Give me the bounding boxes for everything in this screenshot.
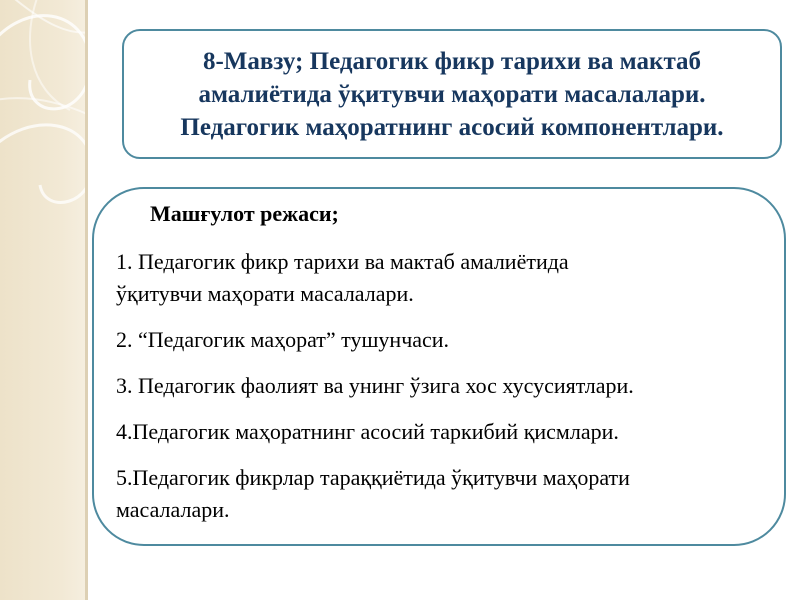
slide-title bbox=[180, 45, 723, 144]
plan-item bbox=[116, 324, 766, 356]
plan-item-line: 1. Педагогик фикр тарихи ва мактаб амалиётида bbox=[116, 249, 569, 274]
plan-item-line: ўқитувчи маҳорати масалалари. bbox=[116, 281, 414, 306]
plan-item bbox=[116, 462, 766, 526]
plan-item bbox=[116, 246, 766, 310]
plan-list bbox=[116, 246, 766, 540]
plan-item-line: 4.Педагогик маҳоратнинг асосий таркибий қисмлари. bbox=[116, 419, 619, 444]
plan-item-line: 5.Педагогик фикрлар тараққиётида ўқитувчи маҳорати bbox=[116, 465, 630, 490]
title-line: 8-Мавзу; Педагогик фикр тарихи ва мактаб bbox=[202, 47, 702, 75]
title-box bbox=[122, 29, 782, 159]
plan-item-line: масалалари. bbox=[116, 497, 230, 522]
title-line: Педагогик маҳоратнинг асосий компонентлари. bbox=[180, 113, 724, 141]
title-line: амалиётида ўқитувчи маҳорати масалалари. bbox=[198, 80, 706, 108]
plan-item-line: 3. Педагогик фаолият ва унинг ўзига хос хусусиятлари. bbox=[116, 373, 634, 398]
plan-item-line: 2. “Педагогик маҳорат” тушунчаси. bbox=[116, 327, 450, 352]
plan-item bbox=[116, 416, 766, 448]
side-strip-edge bbox=[85, 0, 88, 600]
decorative-side-strip bbox=[0, 0, 88, 600]
swirl-curves-icon bbox=[0, 0, 88, 230]
plan-item bbox=[116, 370, 766, 402]
plan-heading: Машғулот режаси; bbox=[150, 201, 339, 226]
